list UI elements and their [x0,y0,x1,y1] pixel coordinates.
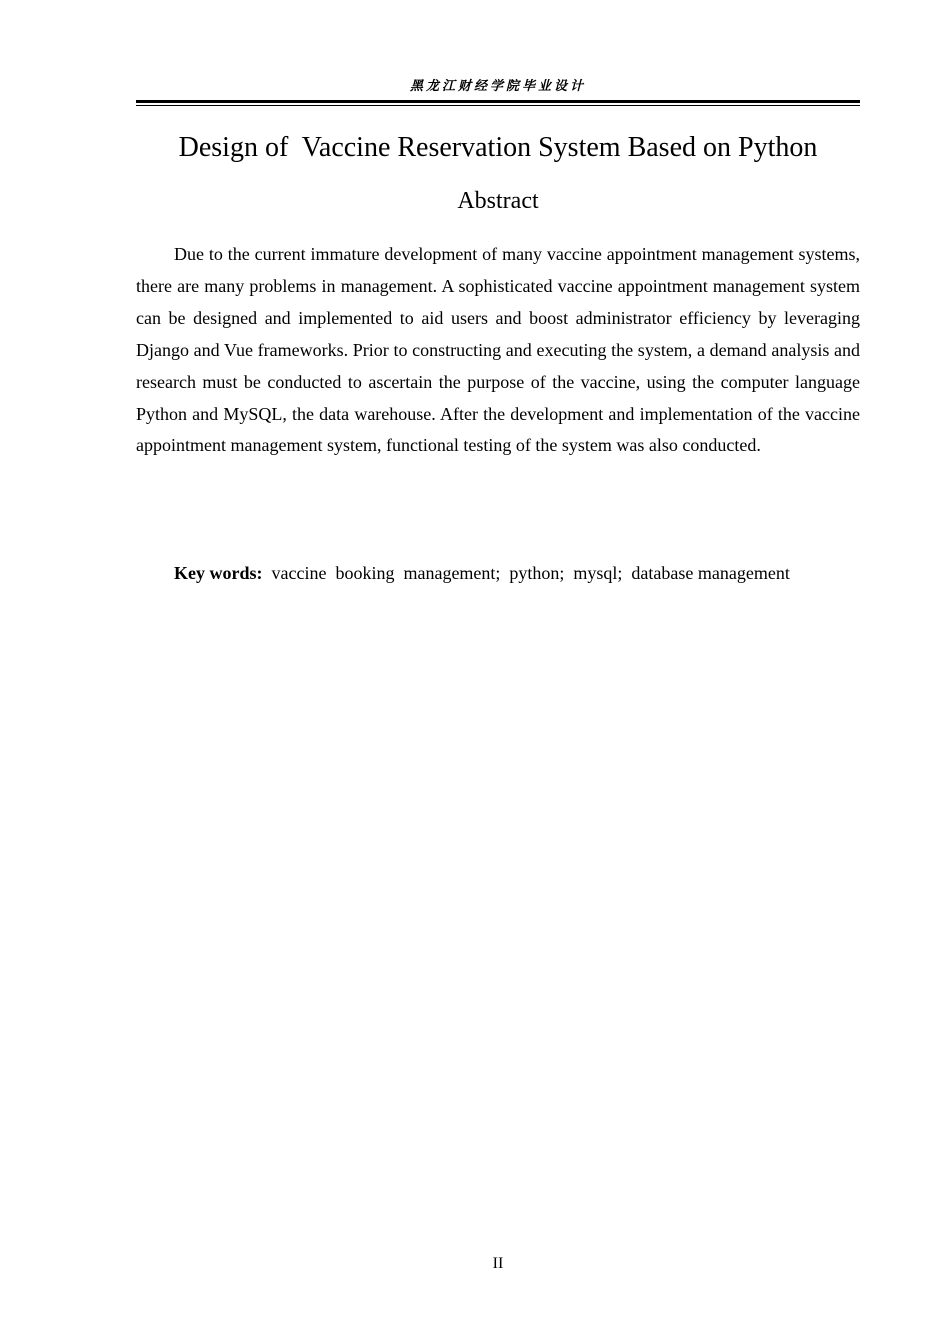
running-header: 黑龙江财经学院毕业设计 [409,79,586,94]
header-rule-thin [136,105,860,106]
header-rule-thick [136,100,860,103]
keywords-value: vaccine booking management; python; mysql; database management [262,563,790,583]
keywords-label: Key words: [174,563,263,583]
abstract-heading: Abstract [457,188,539,214]
document-title: Design of Vaccine Reservation System Based on Python [178,132,818,163]
abstract-body: Due to the current immature development of many vaccine appointment management systems, there are many problems in management. A sophisticated vaccine appointment management system can be designed and implemented to aid users and boost administrator efficiency by leveraging Django and Vue frameworks. Prior to constructing and executing the system, a demand analysis and research must be conducted to ascertain the purpose of the vaccine, using the computer language Python and MySQL, the data warehouse. After the development and implementation of the vaccine appointment management system, functional testing of the system was also conducted. [136,244,860,456]
page-number: II [492,1255,504,1272]
keywords-line [174,560,790,586]
